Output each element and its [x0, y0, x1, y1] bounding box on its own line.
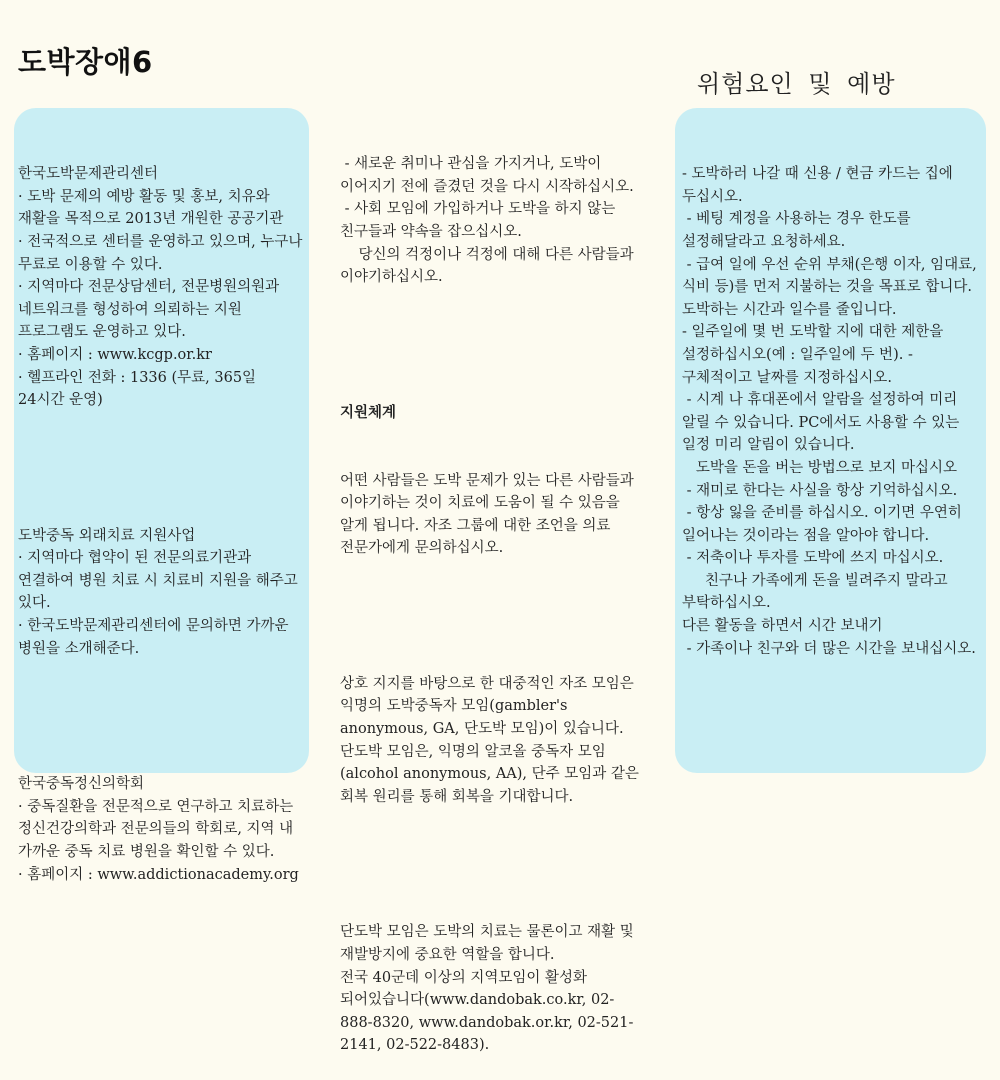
kcgp-info-block: 한국도박문제관리센터 · 도박 문제의 예방 활동 및 홍보, 치유와 재활을 목적으로 2013년 개원한 공공기관 · 전국적으로 센터를 운영하고 있으며, 누구나 무료로 이용할 수 있다. · 지역마다 전문상담센터, 전문병원의원과 네트워크를 형성하여 의뢰하는 지원 프로그램도 운영하고 있다. · 홈페이지 : www.kcgp.or.kr · 헬프라인 전화 : 1336 (무료, 365일 24시간 운영) — [18, 166, 303, 409]
spacer — [18, 457, 306, 480]
spacer — [340, 854, 645, 877]
support-system-heading: 지원체계 — [340, 403, 397, 421]
self-help-advice-block: 어떤 사람들은 도박 문제가 있는 다른 사람들과 이야기하는 것이 치료에 도움이 될 수 있음을 알게 됩니다. 자조 그룹에 대한 조언을 의료 전문가에게 문의하십시오. — [340, 472, 639, 557]
spacer — [340, 605, 645, 628]
right-column — [682, 118, 982, 683]
dandobak-contact-block: 단도박 모임은 도박의 치료는 물론이고 재활 및 재발방지에 중요한 역할을 합니다. 전국 40군데 이상의 지역모임이 활성화 되어있습니다(www.dandobak.co.kr, 02-888-8320, www.dandobak.or.kr, 02-521-2141, 02-522-8483). — [340, 924, 634, 1054]
page-title: 도박장애6 — [18, 45, 153, 79]
spacer — [18, 705, 306, 728]
outpatient-support-block: 도박중독 외래치료 지원사업 · 지역마다 협약이 된 전문의료기관과 연결하여 병원 치료 시 치료비 지원을 해주고 있다. · 한국도박문제관리센터에 문의하면 가까운 병원을 소개해준다. — [18, 527, 298, 657]
hobby-advice-block: - 새로운 취미나 관심을 가지거나, 도박이 이어지기 전에 즐겼던 것을 다시 시작하십시오. - 사회 모임에 가입하거나 도박을 하지 않는 친구들과 약속을 잡으십시오. 당신의 걱정이나 걱정에 대해 다른 사람들과 이야기하십시오. — [340, 156, 634, 286]
prevention-tips-block: - 도박하러 나갈 때 신용 / 현금 카드는 집에 두십시오. - 베팅 계정을 사용하는 경우 한도를 설정해달라고 요청하세요. - 급여 일에 우선 순위 부채(은행 이자, 임대료, 식비 등)를 먼저 지불하는 것을 목표로 합니다. 도박하는 시간과 일수를 줄입니다. - 일주일에 몇 번 도박할 지에 대한 제한을 설정하십시오(예 : 일주일에 두 번). - 구체적이고 날짜를 지정하십시오. - 시계 나 휴대폰에서 알람을 설정하여 미리 알릴 수 있습니다. PC에서도 사용할 수 있는 일정 미리 알림이 있습니다. 도박을 돈을 버는 방법으로 보지 마십시오 - 재미로 한다는 사실을 항상 기억하십시오. - 항상 잃을 준비를 하십시오. 이기면 우연히 일어나는 것이라는 점을 알아야 합니다. - 저축이나 투자를 도박에 쓰지 마십시오. 친구나 가족에게 돈을 빌려주지 말라고 부탁하십시오. 다른 활동을 하면서 시간 보내기 - 가족이나 친구와 더 많은 시간을 보내십시오. — [682, 166, 977, 657]
section-subtitle: 위험요인 및 예방 — [697, 70, 896, 98]
ga-info-block: 상호 지지를 바탕으로 한 대중적인 자조 모임은 익명의 도박중독자 모임(gambler's anonymous, GA, 단도박 모임)이 있습니다. 단도박 모임은, 익명의 알코올 중독자 모임(alcohol anonymous, AA), 단주 모임과 같은 회복 원리를 통해 회복을 기대합니다. — [340, 675, 644, 805]
left-column — [18, 118, 306, 909]
middle-column — [340, 108, 645, 1080]
spacer — [340, 334, 645, 357]
addiction-society-block: 한국중독정신의학회 · 중독질환을 전문적으로 연구하고 치료하는 정신건강의학과 전문의들의 학회로, 지역 내 가까운 중독 치료 병원을 확인할 수 있다. · 홈페이지 : www.addictionacademy.org — [18, 776, 299, 883]
